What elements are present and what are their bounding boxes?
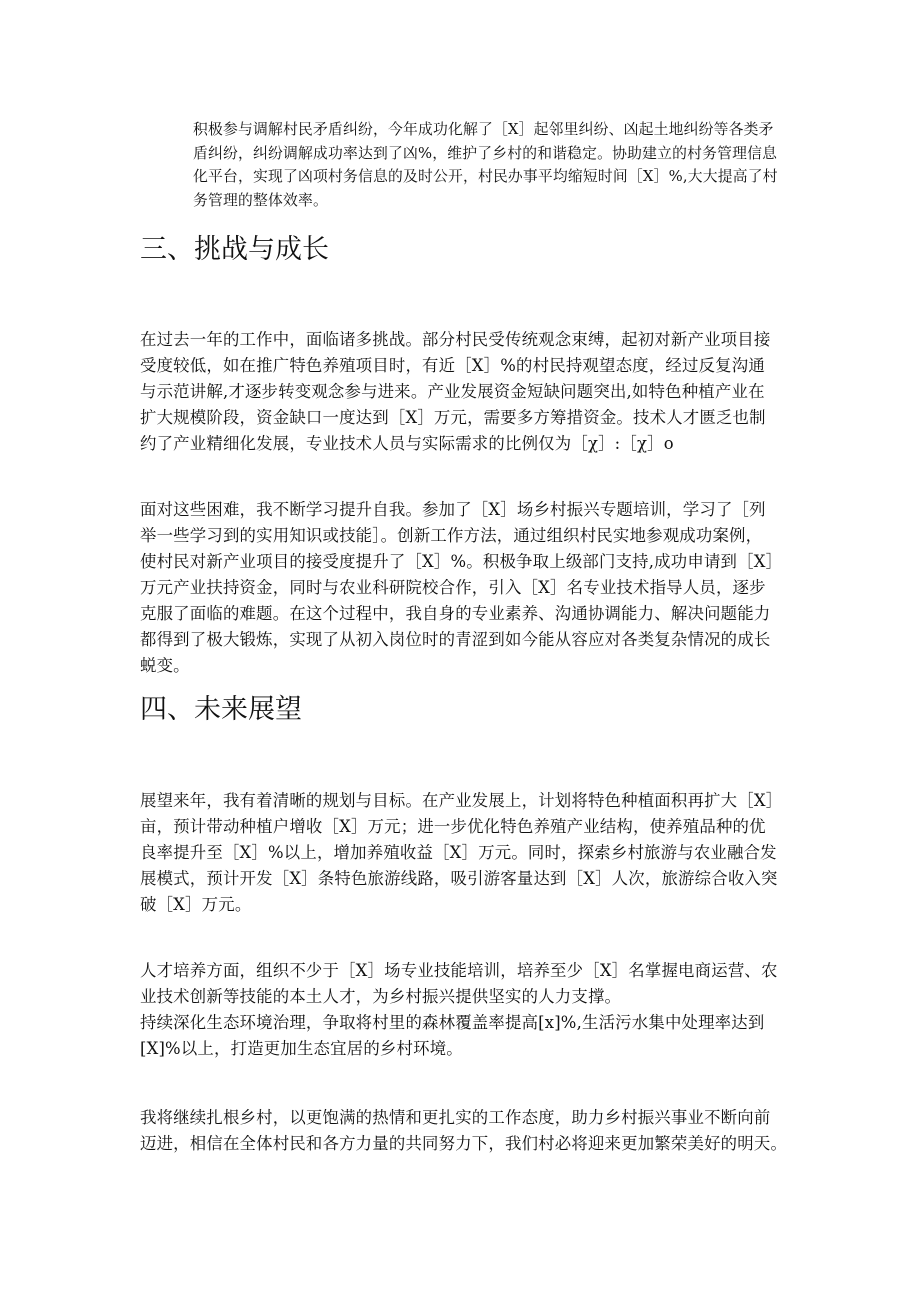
text-line: 展望来年，我有着清晰的规划与目标。在产业发展上，计划将特色种植面积再扩大［X］ [140, 791, 783, 810]
text-line: 克服了面临的难题。在这个过程中，我自身的专业素养、沟通协调能力、解决问题能力 [140, 604, 771, 623]
text-line: 与示范讲解,才逐步转变观念参与进来。产业发展资金短缺问题突出,如特色种植产业在 [140, 382, 765, 401]
text-line: 破［X］万元。 [140, 895, 252, 914]
text-line: 万元产业扶持资金，同时与农业科研院校合作，引入［X］名专业技术指导人员，逐步 [140, 578, 766, 597]
text-line: 蜕变。 [140, 656, 190, 675]
text-line: 盾纠纷，纠纷调解成功率达到了凶%，维护了乡村的和谐稳定。协助建立的村务管理信息 [193, 144, 778, 162]
text-line: 在过去一年的工作中，面临诸多挑战。部分村民受传统观念束缚，起初对新产业项目接 [140, 330, 771, 349]
text-line: 受度较低，如在推广特色养殖项目时，有近［X］%的村民持观望态度，经过反复沟通 [140, 356, 765, 375]
text-line: 良率提升至［X］%以上，增加养殖收益［X］万元。同时，探索乡村旅游与农业融合发 [140, 843, 777, 862]
challenges-paragraph [140, 327, 770, 457]
text-line: 我将继续扎根乡村，以更饱满的热情和更扎实的工作态度，助力乡村振兴事业不断向前 [140, 1108, 771, 1127]
growth-paragraph [140, 497, 782, 679]
text-line: 都得到了极大锻炼，实现了从初入岗位时的青涩到如今能从容应对各类复杂情况的成长 [140, 630, 771, 649]
talent-paragraph [140, 958, 778, 1062]
text-line: 化平台，实现了凶项村务信息的及时公开，村民办事平均缩短时间［X］%,大大提高了村 [193, 168, 778, 185]
text-line: 业技术创新等技能的本土人才，为乡村振兴提供坚实的人力支撑。 [140, 987, 622, 1006]
text-line: 使村民对新产业项目的接受度提升了［X］%。积极争取上级部门支持,成功申请到［X］ [140, 552, 783, 571]
text-line: 持续深化生态环境治理，争取将村里的森林覆盖率提高[x]%,生活污水集中处理率达到 [140, 1013, 765, 1032]
intro-paragraph [193, 118, 778, 212]
text-line: 人才培养方面，组织不少于［X］场专业技能培训，培养至少［X］名掌握电商运营、农 [140, 961, 778, 980]
text-line: 迈进，相信在全体村民和各方力量的共同努力下，我们村必将迎来更加繁荣美好的明天。 [140, 1134, 788, 1153]
text-line: [X]%以上，打造更加生态宜居的乡村环境。 [140, 1039, 463, 1058]
text-line: 扩大规模阶段，资金缺口一度达到［X］万元，需要多方筹措资金。技术人才匮乏也制 [140, 408, 766, 427]
section-3-heading: 三、挑战与成长 [140, 234, 329, 265]
text-line: 亩，预计带动种植户增收［X］万元；进一步优化特色养殖产业结构，使养殖品种的优 [140, 817, 766, 836]
text-line: 面对这些困难，我不断学习提升自我。参加了［X］场乡村振兴专题培训，学习了［列 [140, 500, 766, 519]
closing-paragraph [140, 1105, 787, 1157]
text-line: 展模式，预计开发［X］条特色旅游线路，吸引游客量达到［X］人次，旅游综合收入突 [140, 869, 778, 888]
text-line: 约了产业精细化发展，专业技术人员与实际需求的比例仅为［χ］:［χ］o [140, 434, 674, 453]
section-4-heading: 四、未来展望 [140, 694, 302, 725]
text-line: 积极参与调解村民矛盾纠纷，今年成功化解了［X］起邻里纠纷、凶起土地纠纷等各类矛 [193, 121, 774, 138]
text-line: 务管理的整体效率。 [193, 191, 328, 209]
outlook-paragraph [140, 788, 782, 918]
text-line: 举一些学习到的实用知识或技能］。创新工作方法，通过组织村民实地参观成功案例， [140, 526, 763, 545]
